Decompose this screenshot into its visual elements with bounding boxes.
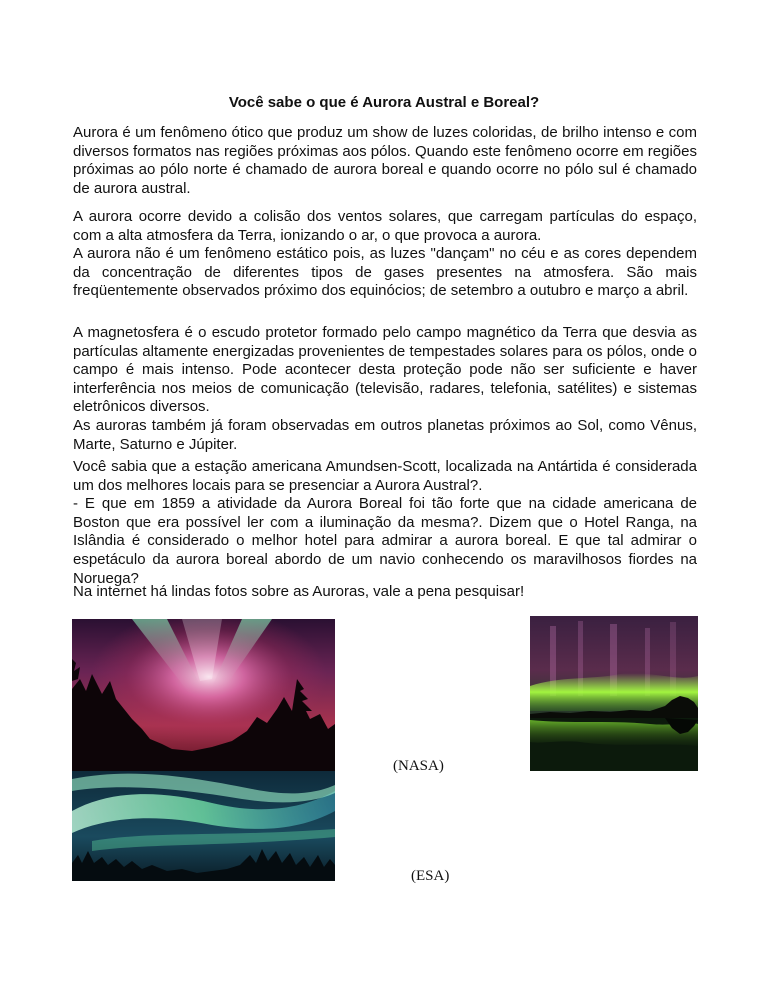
photo-caption-nasa: (NASA)	[393, 758, 444, 774]
paragraph-line: Você sabia que a estação americana Amundsen-Scott, localizada na Antártida é considerada um dos melhores locais para se presenciar a Aurora Austral?.	[73, 458, 697, 494]
paragraph-internet	[73, 583, 697, 602]
page-title: Você sabe o que é Aurora Austral e Boreal?	[228, 94, 540, 111]
paragraph-line: A magnetosfera é o escudo protetor formado pelo campo magnético da Terra que desvia as partículas altamente energizadas provenientes de tempestades solares para os pólos, onde o campo é mais intenso. Pode acontecer desta proteção pode não ser suficiente e haver interferência nos meios de comunicação (televisão, radares, telefonia, satélites) e sistemas eletrônicos diversos.	[73, 324, 697, 416]
aurora-lake-photo	[530, 616, 698, 771]
paragraph-curiosities	[73, 458, 697, 588]
paragraph-causes	[73, 208, 697, 301]
paragraph-line: As auroras também já foram observadas em outros planetas próximos ao Sol, como Vênus, Marte, Saturno e Júpiter.	[73, 416, 697, 453]
paragraph-definition	[73, 124, 697, 198]
aurora-green-photo	[72, 771, 335, 881]
paragraph-magnetosphere	[73, 324, 697, 454]
photo-caption-esa: (ESA)	[411, 868, 450, 884]
paragraph-line: - E que em 1859 a atividade da Aurora Boreal foi tão forte que na cidade americana de Boston que era possível ler com a iluminação da mesma?. Dizem que o Hotel Ranga, na Islândia é considerado o melhor hotel para admirar a aurora boreal. E que tal admirar o espetáculo da aurora boreal abordo de um navio conhecendo os maravilhosos fiordes na Noruega?	[73, 495, 697, 587]
aurora-pink-photo	[72, 619, 335, 771]
paragraph-line: A aurora não é um fenômeno estático pois, as luzes "dançam" no céu e as cores dependem da concentração de diferentes tipos de gases presentes na atmosfera. São mais freqüentemente observados próximo dos equinócios; de setembro a outubro e março a abril.	[73, 245, 697, 300]
paragraph-line: Na internet há lindas fotos sobre as Auroras, vale a pena pesquisar!	[73, 583, 525, 600]
paragraph-line: A aurora ocorre devido a colisão dos ventos solares, que carregam partículas do espaço, com a alta atmosfera da Terra, ionizando o ar, o que provoca a aurora.	[73, 208, 697, 244]
paragraph-line: Aurora é um fenômeno ótico que produz um show de luzes coloridas, de brilho intenso e com diversos formatos nas regiões próximas aos pólos. Quando este fenômeno ocorre em regiões próximas ao pólo norte é chamado de aurora boreal e quando ocorre no pólo sul é chamado de aurora austral.	[73, 124, 697, 197]
